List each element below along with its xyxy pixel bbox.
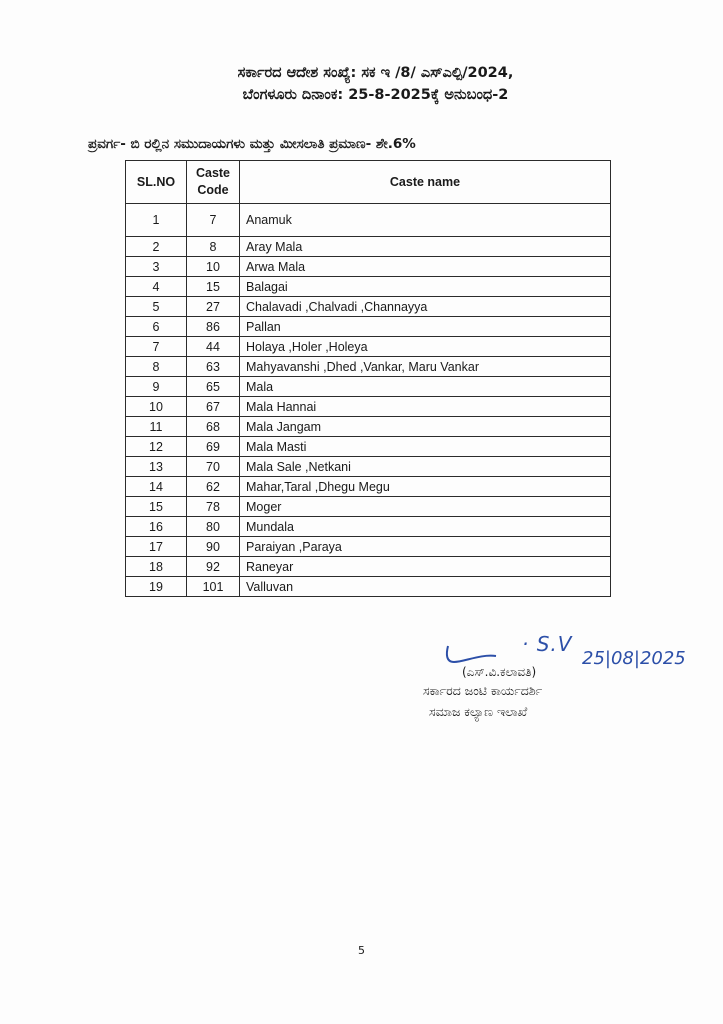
row-caste-name: Pallan <box>240 317 611 337</box>
row-caste-code: 63 <box>187 357 240 377</box>
category-subtitle: ಪ್ರವರ್ಗ- ಬಿ ರಲ್ಲಿನ ಸಮುದಾಯಗಳು ಮತ್ತು ಮೀಸಲಾತಿ ಪ್ರಮಾಣ- ಶೇ.6% <box>88 136 416 152</box>
row-caste-name: Mala Masti <box>240 437 611 457</box>
row-sl-no: 4 <box>126 277 187 297</box>
row-sl-no: 12 <box>126 437 187 457</box>
row-caste-code: 78 <box>187 497 240 517</box>
row-caste-name: Balagai <box>240 277 611 297</box>
order-date-line: ಬೆಂಗಳೂರು ದಿನಾಂಕ: 25-8-2025ಕ್ಕೆ ಅನುಬಂಧ-2 <box>242 87 509 103</box>
row-sl-no: 10 <box>126 397 187 417</box>
row-caste-code: 8 <box>187 237 240 257</box>
row-sl-no: 2 <box>126 237 187 257</box>
table-row <box>126 537 611 557</box>
table-row <box>126 337 611 357</box>
table-row <box>126 204 611 237</box>
row-caste-code: 80 <box>187 517 240 537</box>
signatory-name: (ಎಸ್.ವಿ.ಕಲಾವತಿ) <box>462 665 537 679</box>
row-caste-name: Mahyavanshi ,Dhed ,Vankar, Maru Vankar <box>240 357 611 377</box>
row-sl-no: 16 <box>126 517 187 537</box>
row-caste-name: Mundala <box>240 517 611 537</box>
row-sl-no: 17 <box>126 537 187 557</box>
row-sl-no: 8 <box>126 357 187 377</box>
row-sl-no: 19 <box>126 577 187 597</box>
row-caste-name: Mala <box>240 377 611 397</box>
table-row <box>126 577 611 597</box>
row-caste-code: 7 <box>187 204 240 237</box>
row-caste-code: 69 <box>187 437 240 457</box>
row-caste-code: 27 <box>187 297 240 317</box>
table-row <box>126 237 611 257</box>
row-caste-code: 44 <box>187 337 240 357</box>
row-sl-no: 13 <box>126 457 187 477</box>
row-caste-name: Mala Jangam <box>240 417 611 437</box>
table-row <box>126 437 611 457</box>
signature-date: 25|08|2025 <box>582 648 686 669</box>
row-sl-no: 18 <box>126 557 187 577</box>
row-caste-code: 90 <box>187 537 240 557</box>
table-row <box>126 317 611 337</box>
row-caste-code: 15 <box>187 277 240 297</box>
row-caste-name: Mahar,Taral ,Dhegu Megu <box>240 477 611 497</box>
row-caste-name: Anamuk <box>240 204 611 237</box>
row-caste-code: 10 <box>187 257 240 277</box>
row-caste-code: 70 <box>187 457 240 477</box>
row-caste-code: 68 <box>187 417 240 437</box>
header-caste-code <box>187 161 240 204</box>
signature-initials: · S.V <box>522 632 573 656</box>
row-caste-name: Moger <box>240 497 611 517</box>
row-caste-name: Chalavadi ,Chalvadi ,Channayya <box>240 297 611 317</box>
order-header <box>0 62 723 106</box>
row-sl-no: 15 <box>126 497 187 517</box>
table-row <box>126 277 611 297</box>
header-caste-name: Caste name <box>240 161 611 204</box>
table-header-row <box>126 161 611 204</box>
table-row <box>126 377 611 397</box>
row-caste-code: 86 <box>187 317 240 337</box>
header-sl-no: SL.NO <box>126 161 187 204</box>
table-row <box>126 477 611 497</box>
row-sl-no: 6 <box>126 317 187 337</box>
row-caste-name: Valluvan <box>240 577 611 597</box>
signatory-designation: ಸರ್ಕಾರದ ಜಂಟಿ ಕಾರ್ಯದರ್ಶಿ <box>423 683 543 698</box>
table-row <box>126 357 611 377</box>
row-caste-name: Aray Mala <box>240 237 611 257</box>
table-row <box>126 417 611 437</box>
row-sl-no: 5 <box>126 297 187 317</box>
row-caste-code: 101 <box>187 577 240 597</box>
table-row <box>126 397 611 417</box>
row-caste-name: Arwa Mala <box>240 257 611 277</box>
row-sl-no: 14 <box>126 477 187 497</box>
order-number-line: ಸರ್ಕಾರದ ಆದೇಶ ಸಂಖ್ಯೆ: ಸಕ ಇ /8/ ಎಸ್ಎಲ್ಪಿ/2024, <box>237 65 514 81</box>
row-sl-no: 9 <box>126 377 187 397</box>
row-sl-no: 1 <box>126 204 187 237</box>
table-row <box>126 457 611 477</box>
row-caste-name: Mala Sale ,Netkani <box>240 457 611 477</box>
row-caste-code: 65 <box>187 377 240 397</box>
row-caste-code: 92 <box>187 557 240 577</box>
row-caste-name: Raneyar <box>240 557 611 577</box>
header-caste-code-line2: Code <box>197 183 229 197</box>
table-row <box>126 557 611 577</box>
table-row <box>126 297 611 317</box>
row-caste-name: Paraiyan ,Paraya <box>240 537 611 557</box>
table-row <box>126 257 611 277</box>
header-caste-code-line1: Caste <box>195 166 231 180</box>
row-caste-name: Mala Hannai <box>240 397 611 417</box>
row-caste-code: 67 <box>187 397 240 417</box>
signatory-department: ಸಮಾಜ ಕಲ್ಯಾಣ ಇಲಾಖೆ <box>429 704 528 719</box>
row-caste-name: Holaya ,Holer ,Holeya <box>240 337 611 357</box>
page-number: 5 <box>358 944 365 957</box>
row-sl-no: 3 <box>126 257 187 277</box>
caste-table <box>125 160 611 597</box>
row-caste-code: 62 <box>187 477 240 497</box>
row-sl-no: 11 <box>126 417 187 437</box>
table-row <box>126 517 611 537</box>
row-sl-no: 7 <box>126 337 187 357</box>
table-row <box>126 497 611 517</box>
